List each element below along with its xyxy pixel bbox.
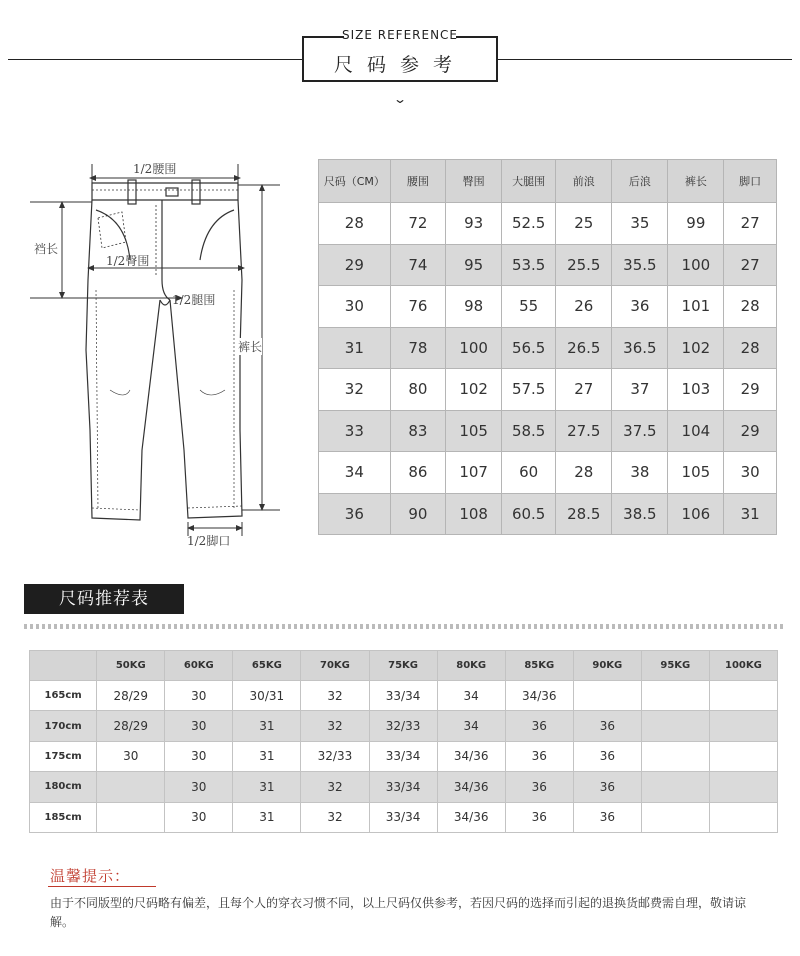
measurement-cell: 78	[390, 327, 446, 369]
size-label-cell: 28	[319, 203, 391, 245]
recommend-size-cell: 36	[573, 711, 641, 741]
measurement-cell: 52.5	[502, 203, 556, 245]
recommend-size-cell: 33/34	[369, 772, 437, 802]
measurement-cell: 36	[612, 286, 668, 328]
recommend-size-cell: 28/29	[97, 681, 165, 711]
measurement-cell: 35	[612, 203, 668, 245]
measurement-cell: 60.5	[502, 493, 556, 535]
recommend-size-cell: 32/33	[301, 741, 369, 771]
recommend-size-cell: 31	[233, 711, 301, 741]
size-table-header-cell: 腰围	[390, 160, 446, 203]
size-label-cell: 30	[319, 286, 391, 328]
measurement-cell: 83	[390, 410, 446, 452]
measurement-cell: 27	[724, 244, 777, 286]
recommend-size-cell: 36	[573, 741, 641, 771]
recommend-header-row	[30, 651, 778, 681]
header-line-right	[498, 59, 792, 60]
recommend-size-cell: 34/36	[505, 681, 573, 711]
notes-text: 由于不同版型的尺码略有偏差，且每个人的穿衣习惯不同，以上尺码仅供参考，若因尺码的选择而引起的退换货邮费需自理，敬请谅解。	[50, 896, 747, 929]
measurement-cell: 95	[446, 244, 502, 286]
size-label-cell: 31	[319, 327, 391, 369]
recommend-size-cell: 30	[165, 711, 233, 741]
measurement-cell: 36.5	[612, 327, 668, 369]
table-row	[319, 244, 777, 286]
label-half-hem: 1/2脚口	[187, 534, 231, 548]
recommend-size-cell: 32/33	[369, 711, 437, 741]
measurement-cell: 76	[390, 286, 446, 328]
size-table-header-cell: 大腿围	[502, 160, 556, 203]
stitch-divider	[24, 624, 786, 629]
recommend-size-cell: 28/29	[97, 711, 165, 741]
recommend-size-cell	[641, 711, 709, 741]
measurement-cell: 100	[446, 327, 502, 369]
weight-header-cell: 50KG	[97, 651, 165, 681]
measurement-cell: 57.5	[502, 369, 556, 411]
table-row	[30, 741, 778, 771]
measurement-cell: 103	[668, 369, 724, 411]
measurement-cell: 58.5	[502, 410, 556, 452]
size-table	[318, 159, 777, 535]
weight-header-cell: 60KG	[165, 651, 233, 681]
table-row	[319, 493, 777, 535]
table-row	[319, 369, 777, 411]
notes-title: 温馨提示：	[50, 867, 131, 885]
size-table-header-cell: 脚口	[724, 160, 777, 203]
header-line-left	[8, 59, 302, 60]
weight-header-cell: 100KG	[709, 651, 777, 681]
measurement-cell: 38	[612, 452, 668, 494]
recommend-size-cell: 30	[165, 681, 233, 711]
table-row	[319, 327, 777, 369]
recommend-size-cell	[641, 802, 709, 832]
table-row	[319, 452, 777, 494]
recommend-table	[29, 650, 778, 833]
recommend-size-cell: 32	[301, 711, 369, 741]
size-label-cell: 34	[319, 452, 391, 494]
measurement-cell: 29	[724, 410, 777, 452]
weight-header-cell: 85KG	[505, 651, 573, 681]
measurement-cell: 27	[724, 203, 777, 245]
recommend-size-cell: 30	[165, 741, 233, 771]
measurement-cell: 28	[556, 452, 612, 494]
table-row	[30, 681, 778, 711]
measurement-cell: 104	[668, 410, 724, 452]
recommend-size-cell: 36	[505, 741, 573, 771]
measurement-cell: 72	[390, 203, 446, 245]
measurement-cell: 55	[502, 286, 556, 328]
measurement-cell: 28.5	[556, 493, 612, 535]
recommend-size-cell: 36	[505, 711, 573, 741]
recommend-size-cell	[641, 772, 709, 802]
measurement-cell: 27.5	[556, 410, 612, 452]
size-label-cell: 32	[319, 369, 391, 411]
recommend-size-cell	[641, 741, 709, 771]
measurement-cell: 98	[446, 286, 502, 328]
table-row	[319, 410, 777, 452]
recommend-size-cell: 31	[233, 741, 301, 771]
recommend-size-cell	[97, 802, 165, 832]
label-half-waist: 1/2腰围	[133, 162, 177, 176]
weight-header-cell	[30, 651, 97, 681]
recommend-size-cell: 34	[437, 681, 505, 711]
recommend-size-cell: 30	[97, 741, 165, 771]
height-label-cell: 185cm	[30, 802, 97, 832]
measurement-cell: 105	[446, 410, 502, 452]
measurement-cell: 99	[668, 203, 724, 245]
table-row	[30, 772, 778, 802]
measurement-cell: 26	[556, 286, 612, 328]
recommend-size-cell: 34/36	[437, 802, 505, 832]
recommend-size-cell: 30	[165, 772, 233, 802]
recommend-size-cell	[573, 681, 641, 711]
size-table-header-cell: 尺码（CM）	[319, 160, 391, 203]
recommend-size-cell: 30/31	[233, 681, 301, 711]
size-table-header-cell: 臀围	[446, 160, 502, 203]
measurement-cell: 105	[668, 452, 724, 494]
recommend-size-cell: 31	[233, 802, 301, 832]
recommend-size-cell	[641, 681, 709, 711]
weight-header-cell: 95KG	[641, 651, 709, 681]
size-table-header-cell: 后浪	[612, 160, 668, 203]
header-title-cn: 尺码参考	[333, 54, 466, 76]
height-label-cell: 165cm	[30, 681, 97, 711]
size-label-cell: 36	[319, 493, 391, 535]
measurement-cell: 56.5	[502, 327, 556, 369]
recommend-size-cell	[709, 802, 777, 832]
size-table-header-cell: 裤长	[668, 160, 724, 203]
measurement-cell: 60	[502, 452, 556, 494]
weight-header-cell: 75KG	[369, 651, 437, 681]
size-label-cell: 29	[319, 244, 391, 286]
recommend-size-cell	[709, 741, 777, 771]
measurement-cell: 35.5	[612, 244, 668, 286]
measurement-cell: 31	[724, 493, 777, 535]
measurement-cell: 74	[390, 244, 446, 286]
recommend-size-cell: 33/34	[369, 802, 437, 832]
recommend-size-cell: 34	[437, 711, 505, 741]
measurement-cell: 107	[446, 452, 502, 494]
recommend-size-cell	[709, 772, 777, 802]
recommend-size-cell: 34/36	[437, 772, 505, 802]
measurement-cell: 38.5	[612, 493, 668, 535]
recommend-size-cell: 34/36	[437, 741, 505, 771]
weight-header-cell: 80KG	[437, 651, 505, 681]
size-label-cell: 33	[319, 410, 391, 452]
measurement-cell: 37	[612, 369, 668, 411]
measurement-cell: 86	[390, 452, 446, 494]
measurement-cell: 93	[446, 203, 502, 245]
measurement-cell: 37.5	[612, 410, 668, 452]
size-table-header-cell: 前浪	[556, 160, 612, 203]
measurement-cell: 90	[390, 493, 446, 535]
measurement-cell: 108	[446, 493, 502, 535]
table-row	[319, 203, 777, 245]
measurement-cell: 53.5	[502, 244, 556, 286]
weight-header-cell: 70KG	[301, 651, 369, 681]
recommend-size-cell: 32	[301, 772, 369, 802]
measurement-cell: 25.5	[556, 244, 612, 286]
measurement-cell: 80	[390, 369, 446, 411]
label-length: 裤长	[238, 340, 263, 354]
measurement-cell: 26.5	[556, 327, 612, 369]
weight-header-cell: 90KG	[573, 651, 641, 681]
measurement-cell: 30	[724, 452, 777, 494]
height-label-cell: 175cm	[30, 741, 97, 771]
measurement-cell: 102	[668, 327, 724, 369]
measurement-cell: 102	[446, 369, 502, 411]
recommend-title: 尺码推荐表	[24, 584, 184, 614]
notes-underline	[48, 886, 156, 887]
measurement-cell: 28	[724, 286, 777, 328]
recommend-size-cell: 33/34	[369, 741, 437, 771]
height-label-cell: 180cm	[30, 772, 97, 802]
recommend-size-cell	[709, 711, 777, 741]
measurement-cell: 100	[668, 244, 724, 286]
recommend-size-cell: 36	[505, 772, 573, 802]
table-row	[319, 286, 777, 328]
recommend-size-cell: 31	[233, 772, 301, 802]
recommend-size-cell	[709, 681, 777, 711]
recommend-size-cell	[97, 772, 165, 802]
weight-header-cell: 65KG	[233, 651, 301, 681]
measurement-cell: 25	[556, 203, 612, 245]
recommend-size-cell: 30	[165, 802, 233, 832]
recommend-size-cell: 36	[505, 802, 573, 832]
label-rise: 裆长	[34, 242, 59, 256]
table-row	[30, 802, 778, 832]
recommend-size-cell: 36	[573, 802, 641, 832]
recommend-size-cell: 36	[573, 772, 641, 802]
size-table-header-row	[319, 160, 777, 203]
label-half-hip: 1/2臀围	[106, 254, 150, 268]
recommend-size-cell: 32	[301, 681, 369, 711]
label-half-thigh: 1/2腿围	[172, 293, 216, 307]
recommend-size-cell: 32	[301, 802, 369, 832]
measurement-cell: 101	[668, 286, 724, 328]
recommend-size-cell: 33/34	[369, 681, 437, 711]
measurement-cell: 106	[668, 493, 724, 535]
chevron-down-icon: ⌄	[392, 92, 408, 106]
table-row	[30, 711, 778, 741]
measurement-cell: 28	[724, 327, 777, 369]
measurement-cell: 29	[724, 369, 777, 411]
header-title-en: SIZE REFERENCE	[341, 28, 459, 42]
height-label-cell: 170cm	[30, 711, 97, 741]
measurement-cell: 27	[556, 369, 612, 411]
